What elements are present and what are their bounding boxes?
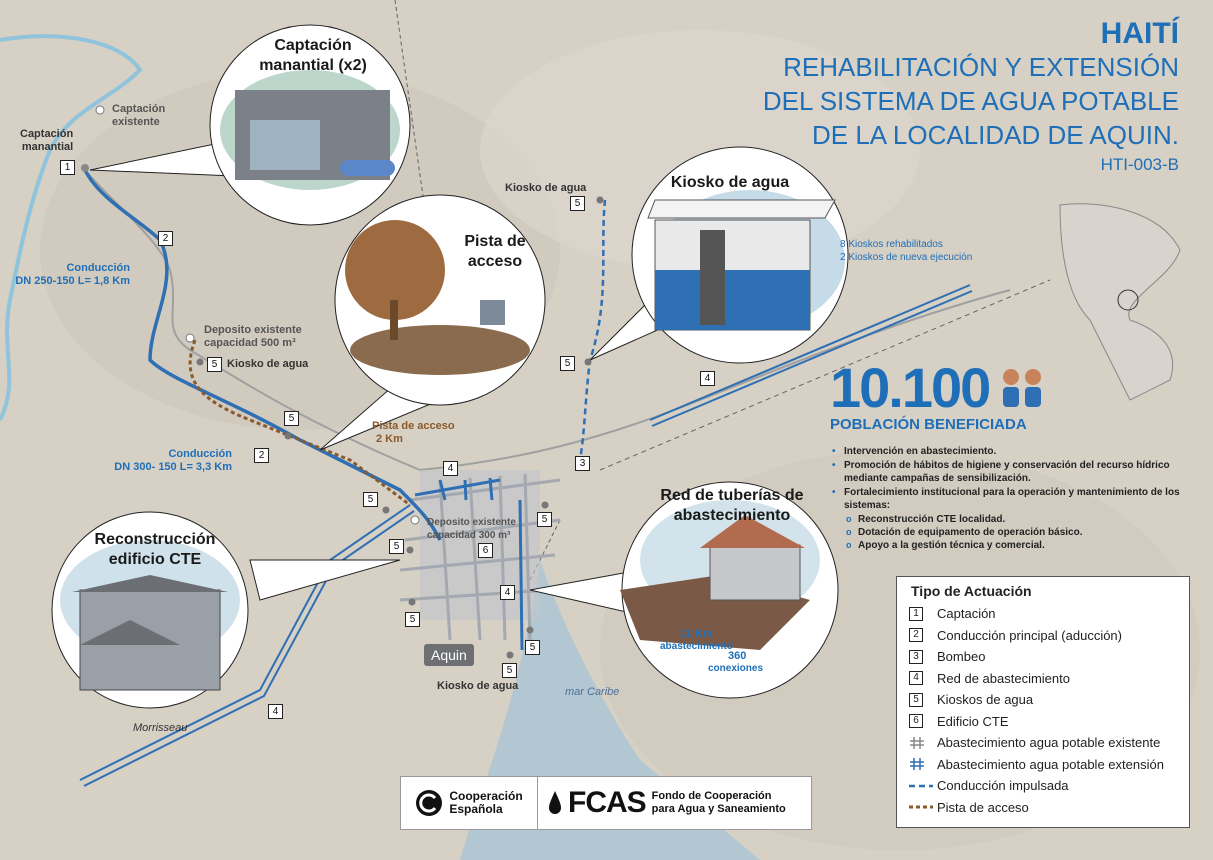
legend-row: 2 Conducción principal (aducción) — [897, 625, 1189, 647]
people-icon — [999, 365, 1045, 411]
num-marker: 4 — [500, 585, 515, 600]
kiosko-label-1: Kiosko de agua — [227, 358, 309, 370]
deposito500-label: Deposito existente capacidad 500 m³ — [204, 324, 302, 349]
red-km-label: abastecimiento — [660, 641, 733, 652]
num-marker: 4 — [443, 461, 458, 476]
action-item: • Promoción de hábitos de higiene y conservación del recurso hídrico mediante campañas de sensibilización. — [830, 459, 1190, 485]
bubble-title-pista: Pista de acceso — [464, 233, 526, 270]
deposito300-label: Deposito existente capacidad 300 m³ — [427, 517, 516, 541]
fcas-wordmark: FCAS — [568, 786, 646, 819]
num-marker: 5 — [525, 640, 540, 655]
legend-row: Pista de acceso — [897, 797, 1189, 819]
action-item: • Fortalecimiento institucional para la operación y mantenimiento de los sistemas: — [830, 486, 1190, 512]
legend-row: Abastecimiento agua potable extensión — [897, 754, 1189, 776]
kiosko-label-3: Kiosko de agua — [437, 680, 519, 692]
legend-row: Abastecimiento agua potable existente — [897, 732, 1189, 754]
project-code: HTI-003-B — [1100, 155, 1179, 174]
kiosko-marker — [527, 627, 534, 634]
num-marker: 5 — [405, 612, 420, 627]
num-marker: 3 — [575, 456, 590, 471]
num-marker: 5 — [363, 492, 378, 507]
title-line-1: REHABILITACIÓN Y EXTENSIÓN — [783, 52, 1179, 82]
num-marker: 5 — [537, 512, 552, 527]
kiosko-marker — [542, 502, 549, 509]
legend-row: 3 Bombeo — [897, 646, 1189, 668]
pista-line-icon — [909, 804, 933, 810]
num-marker: 1 — [60, 160, 75, 175]
cooperacion-espanola-logo: Cooperación Española — [401, 777, 538, 829]
legend-row: 1 Captación — [897, 603, 1189, 625]
num-marker: 2 — [158, 231, 173, 246]
pista-label: Pista de acceso 2 Km — [372, 420, 455, 445]
bubble-title-red: Red de tuberías de abastecimiento — [660, 487, 804, 524]
legend-row: 5 Kioskos de agua — [897, 689, 1189, 711]
kiosko-marker — [383, 507, 390, 514]
population-block — [830, 358, 1045, 433]
actions-list — [830, 445, 1190, 552]
town-aquin: Aquin — [424, 644, 474, 666]
kiosko-marker — [597, 197, 604, 204]
num-marker: 2 — [254, 448, 269, 463]
morrisseau-label: Morrisseau — [133, 722, 188, 734]
cooperacion-logo-icon — [415, 789, 443, 817]
kiosko-marker — [409, 599, 416, 606]
logos-bar — [400, 776, 812, 830]
deposito300-marker — [411, 516, 419, 524]
population-label: POBLACIÓN BENEFICIADA — [830, 416, 1027, 433]
legend-row: 4 Red de abastecimiento — [897, 668, 1189, 690]
num-marker: 5 — [502, 663, 517, 678]
conduccion2-label: Conducción DN 300- 150 L= 3,3 Km — [114, 448, 232, 473]
num-marker: 5 — [560, 356, 575, 371]
kiosko-marker — [507, 652, 514, 659]
bubble-title-kiosko: Kiosko de agua — [670, 174, 790, 191]
captacion-manantial-label: Captación manantial — [20, 128, 74, 153]
kiosko-info-line: 8 Kioskos rehabilitados — [840, 239, 943, 250]
water-drop-icon — [548, 790, 562, 816]
num-marker: 5 — [570, 196, 585, 211]
bubble-title-cte: Reconstrucción edificio CTE — [94, 531, 216, 568]
legend-title: Tipo de Actuación — [911, 583, 1032, 599]
conduccion1-label: Conducción DN 250-150 L= 1,8 Km — [15, 262, 130, 287]
action-subitem: o Reconstrucción CTE localidad. — [830, 513, 1190, 526]
title-block — [763, 18, 1179, 176]
kiosko-marker — [585, 359, 592, 366]
red-conn: 360 — [728, 650, 747, 662]
existing-network-icon — [909, 736, 925, 750]
kiosko-info-line: 2 Kioskos de nueva ejecución — [840, 252, 973, 263]
title-country: HAITÍ — [1100, 17, 1179, 50]
title-line-3: DE LA LOCALIDAD DE AQUIN. — [811, 120, 1179, 150]
captacion-manantial-marker — [81, 164, 89, 172]
kiosko-marker — [285, 433, 292, 440]
num-marker: 5 — [207, 357, 222, 372]
kiosko-label-2: Kiosko de agua — [505, 182, 587, 194]
red-km: 11 Km — [680, 628, 713, 640]
action-subitem: o Apoyo a la gestión técnica y comercial. — [830, 539, 1190, 552]
num-marker: 6 — [478, 543, 493, 558]
num-marker: 4 — [700, 371, 715, 386]
red-conn-label: conexiones — [708, 663, 764, 674]
population-number: 10.100 — [830, 356, 990, 419]
legend-row: 6 Edificio CTE — [897, 711, 1189, 733]
bubble-title-captacion: Captación manantial (x2) — [259, 37, 367, 74]
extension-network-icon — [909, 757, 925, 771]
title-line-2: DEL SISTEMA DE AGUA POTABLE — [762, 86, 1179, 116]
num-marker: 5 — [389, 539, 404, 554]
kiosko-marker — [407, 547, 414, 554]
legend — [896, 576, 1190, 828]
deposito500-marker — [186, 334, 194, 342]
kiosko-info — [840, 238, 972, 264]
legend-row: Conducción impulsada — [897, 775, 1189, 797]
action-subitem: o Dotación de equipamento de operación básico. — [830, 526, 1190, 539]
num-marker: 4 — [268, 704, 283, 719]
num-marker: 5 — [284, 411, 299, 426]
sea-label: mar Caribe — [565, 686, 620, 698]
impulsada-line-icon — [909, 783, 933, 789]
kiosko-marker — [197, 359, 204, 366]
action-item: • Intervención en abastecimiento. — [830, 445, 1190, 458]
captacion-existente-marker — [96, 106, 104, 114]
captacion-existente-label: Captación existente — [112, 103, 166, 128]
fcas-logo: FCAS Fondo de Cooperación para Agua y Saneamiento — [538, 777, 811, 829]
